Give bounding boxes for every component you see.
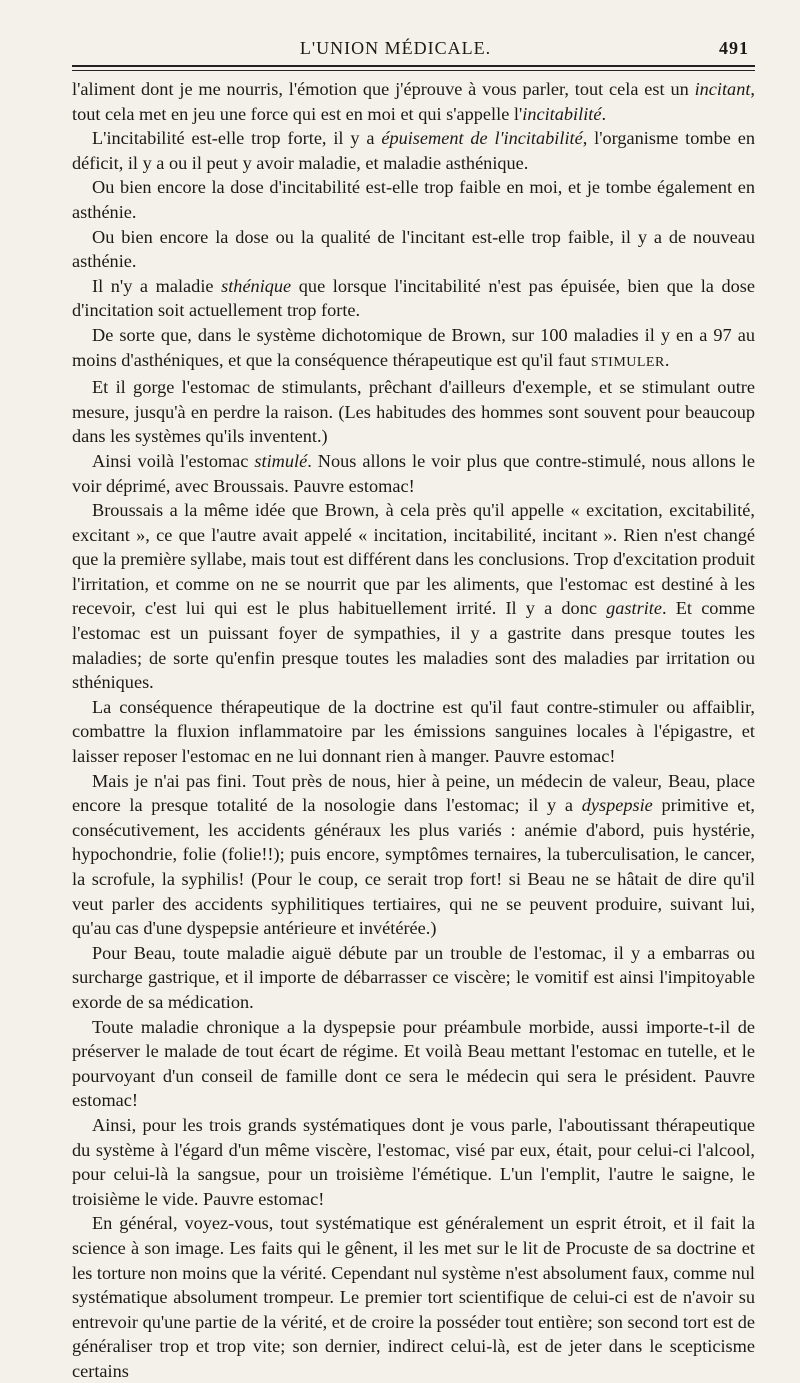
paragraph — [72, 769, 755, 941]
paragraph-text: Ou bien encore la dose d'incitabilité est-elle trop faible en moi, et je tombe également en asthénie. — [72, 177, 755, 222]
paragraph — [72, 175, 755, 224]
italic-term: sthénique — [221, 275, 292, 296]
paragraph — [72, 941, 755, 1015]
paragraph — [72, 1113, 755, 1211]
paragraph-text: Toute maladie chronique a la dyspepsie pour préambule morbide, aussi importe-t-il de préserver le malade de tout écart de régime. Et voilà Beau mettant l'estomac en tutelle, et le pourvoyant d'un conseil de famille dont ce sera le médecin qui sera le président. Pauvre estomac! — [72, 1016, 755, 1111]
paragraph-text: Ainsi, pour les trois grands systématiques dont je vous parle, l'aboutissant thérapeutique du système à l'égard d'un même viscère, l'estomac, visé par eux, était, pour celui-ci l'alcool, pour celui-là la sangsue, pour un troisième l'émétique. L'un l'emplit, l'autre le saigne, le troisième le vide. Pauvre estomac! — [72, 1114, 755, 1209]
paragraph — [72, 77, 755, 126]
paragraph — [72, 375, 755, 449]
paragraph-text: , tout cela met en jeu une force qui est en moi et qui s'appelle l' — [72, 79, 755, 124]
paragraph-text: primitive et, consécutivement, les accidents généraux les plus variés : anémie d'abord, puis hystérie, hypochondrie, folie (folie!!); puis encore, symptômes ternaires, la tuberculisation, le cancer, la scrofule, la syphilis! (Pour le coup, ce serait trop fort! si Beau ne se hâtait de dire qu'il veut parler des accidents syphilitiques tertiaires, qui ne se peuvent produire, suivant lui, qu'au cas d'une dyspepsie antérieure et invétérée.) — [72, 795, 755, 939]
paragraph-text: , l'organisme tombe en déficit, il y a ou il peut y avoir maladie, et maladie asthénique. — [72, 128, 755, 173]
paragraph-text: Ainsi voilà l'estomac — [92, 450, 255, 471]
journal-title: L'UNION MÉDICALE. — [299, 38, 492, 58]
paragraph — [72, 1211, 755, 1383]
paragraph — [72, 449, 755, 498]
paragraph-text: l'aliment dont je me nourris, l'émotion que j'éprouve à vous parler, tout cela est un — [72, 79, 695, 99]
italic-term: stimulé — [254, 450, 308, 471]
paragraph — [72, 126, 755, 175]
paragraph-text: . — [664, 349, 670, 370]
paragraph-text: L'incitabilité est-elle trop forte, il y a — [92, 128, 382, 149]
page-number: 491 — [719, 38, 749, 58]
paragraph-text: . Nous allons le voir plus que contre-stimulé, nous allons le voir déprimé, avec Broussais. Pauvre estomac! — [72, 450, 755, 496]
italic-term: incitant — [694, 79, 751, 99]
paragraph-text: Ou bien encore la dose ou la qualité de l'incitant est-elle trop faible, il y a de nouveau asthénie. — [72, 226, 755, 272]
italic-term: épuisement de l'incitabilité — [381, 128, 583, 149]
paragraph-text: . Et comme l'estomac est un puissant foyer de sympathies, il y a gastrite dans presque toutes les maladies; de sorte qu'enfin presque toutes les maladies sont des maladies par irritation ou sthéniques. — [72, 598, 756, 693]
paragraph-text: La conséquence thérapeutique de la doctrine est qu'il faut contre-stimuler ou affaiblir, combattre la fluxion inflammatoire par les émissions sanguines locales à l'épigastre, et laisser reposer l'estomac en ne lui donnant rien à manger. Pauvre estomac! — [72, 696, 755, 767]
paragraph-text: Mais je n'ai pas fini. Tout près de nous, hier à peine, un médecin de valeur, Beau, place encore la presque totalité de la nosologie dans l'estomac; il y a — [72, 770, 755, 816]
paragraph-text: Pour Beau, toute maladie aiguë débute par un trouble de l'estomac, il y a embarras ou surcharge gastrique, et il importe de débarrasser ce viscère; le vomitif est ainsi l'impitoyable exorde de sa médication. — [72, 942, 755, 1012]
paragraph-text: que lorsque l'incitabilité n'est pas épuisée, bien que la dose d'incitation soit actuellement trop forte. — [72, 275, 755, 321]
header-rule — [72, 70, 755, 71]
italic-term: gastrite — [606, 598, 663, 619]
paragraph-text: . — [601, 103, 607, 124]
italic-term: dyspepsie — [581, 795, 653, 816]
paragraph — [72, 225, 755, 274]
italic-term: incitabilité — [522, 103, 602, 124]
paragraph-text: Et il gorge l'estomac de stimulants, prêchant d'ailleurs d'exemple, et se stimulant outre mesure, jusqu'à en perdre la raison. (Les habitudes des hommes sont souvent pour beaucoup dans les systèmes qu'ils inventent.) — [72, 377, 755, 447]
paragraph-text: En général, voyez-vous, tout systématique est généralement un esprit étroit, et il fait la science à son image. Les faits qui le gênent, il les met sur le lit de Procuste de sa doctrine et les torture non moins que la vérité. Cependant nul système n'est absolument faux, comme nul systématique absolument trompeur. Le premier tort scientifique de celui-ci est de n'avoir su entrevoir qu'une partie de la vérité, et de croire la posséder tout entière; son second tort est de généraliser trop et trop vite; son dernier, indirect celui-là, est de jeter dans le scepticisme certains — [72, 1213, 755, 1381]
paragraph — [72, 498, 755, 695]
paragraph — [72, 695, 755, 769]
paragraph-text: Il n'y a maladie — [92, 275, 222, 296]
paragraph — [72, 323, 755, 375]
paragraph-text: Broussais a la même idée que Brown, à cela près qu'il appelle « excitation, excitabilité, excitant », ce que l'autre avait appelé « incitation, incitabilité, incitant ». Rien n'est changé que la première syllabe, mais tout est différent dans les conclusions. Trop d'excitation produit l'irritation, et comme on ne se nourrit que par les aliments, que l'estomac est destiné à les recevoir, c'est lui qui est le plus habituellement irrité. Il y a donc — [72, 500, 755, 619]
small-caps-term: STIMULER — [590, 354, 665, 370]
paragraph-text: De sorte que, dans le système dichotomique de Brown, sur 100 maladies il y en a 97 au moins d'asthéniques, et que la conséquence thérapeutique est qu'il faut — [72, 324, 755, 370]
running-header — [72, 38, 755, 67]
paragraph — [72, 1015, 755, 1113]
body-text — [72, 77, 755, 1383]
paragraph — [72, 274, 755, 323]
